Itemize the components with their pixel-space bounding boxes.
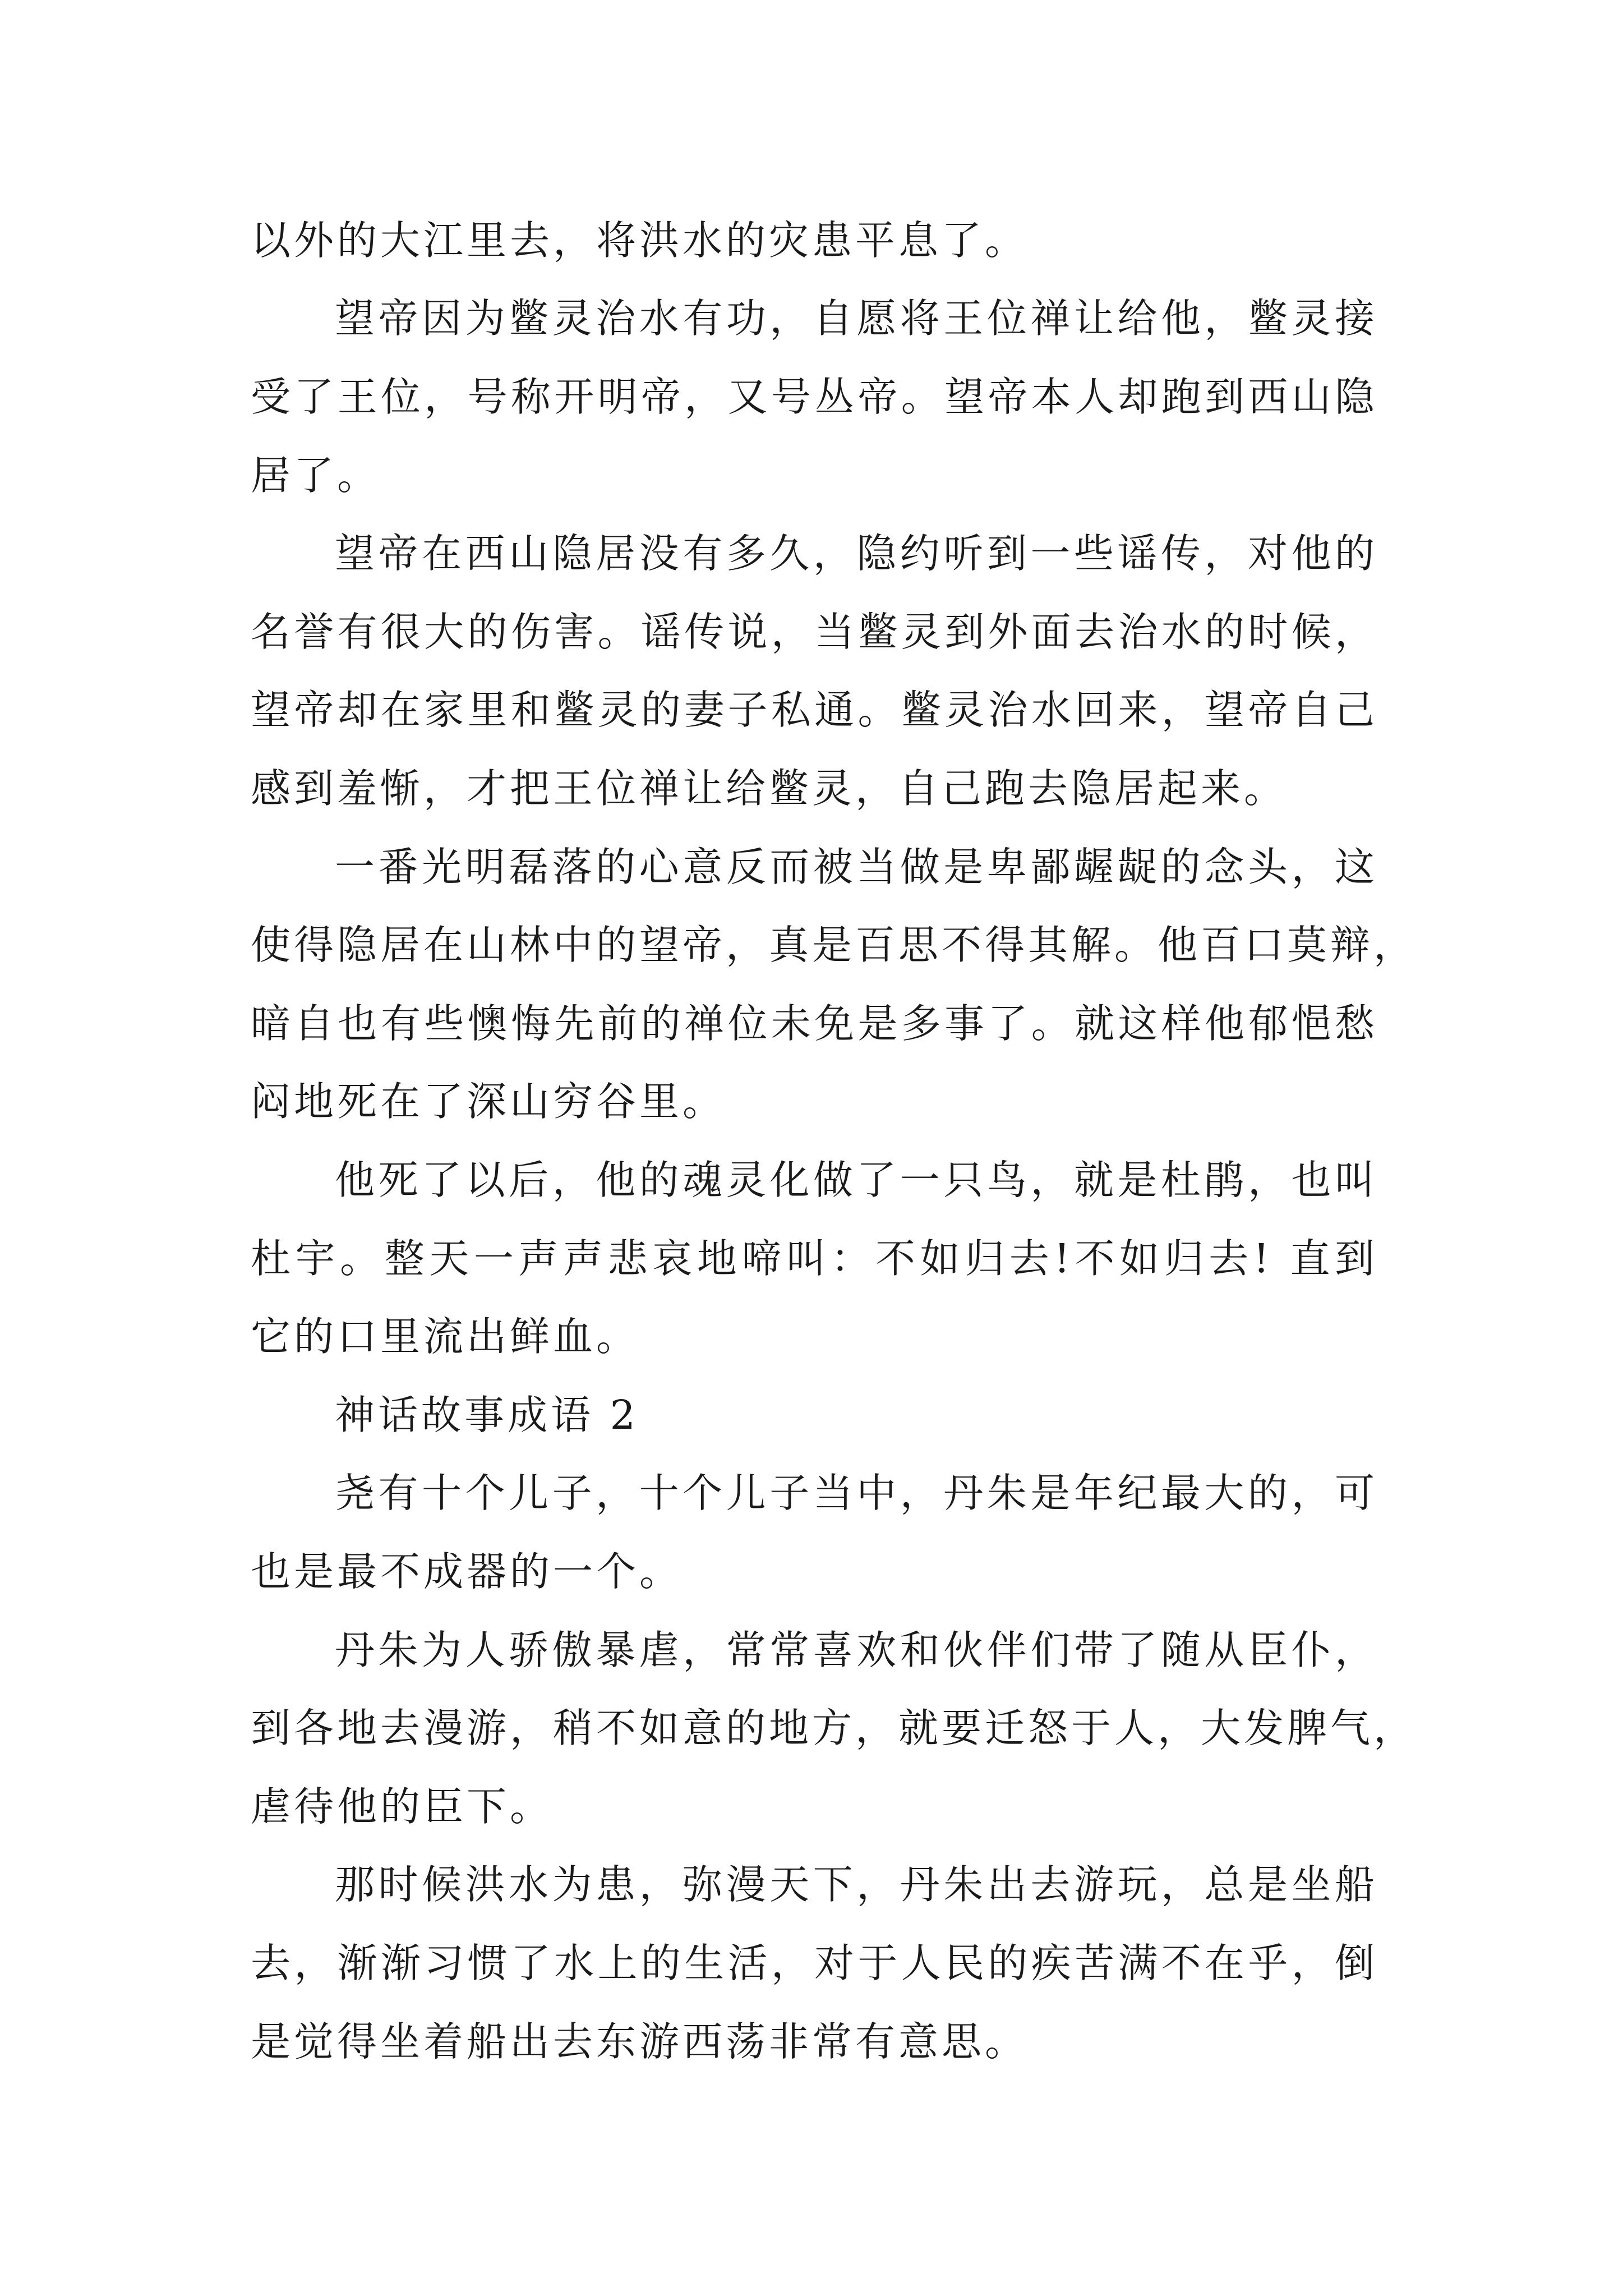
paragraph-first-line: 望帝因为鳖灵治水有功，自愿将王位禅让给他，鳖灵接 — [335, 295, 1378, 342]
paragraph-first-line: 那时候洪水为患，弥漫天下，丹朱出去游玩，总是坐船 — [335, 1861, 1378, 1908]
text-line: 也是最不成器的一个。 — [251, 1548, 683, 1595]
text-line: 名誉有很大的伤害。谣传说，当鳖灵到外面去治水的时候， — [251, 609, 1378, 655]
paragraph-first-line: 一番光明磊落的心意反而被当做是卑鄙龌龊的念头，这 — [335, 844, 1378, 890]
paragraph-first-line: 望帝在西山隐居没有多久，隐约听到一些谣传，对他的 — [335, 530, 1378, 577]
paragraph-first-line: 丹朱为人骄傲暴虐，常常喜欢和伙伴们带了随从臣仆， — [335, 1627, 1378, 1673]
text-line: 去，渐渐习惯了水上的生活，对于人民的疾苦满不在乎，倒 — [251, 1940, 1378, 1986]
paragraph-first-line: 尧有十个儿子，十个儿子当中，丹朱是年纪最大的，可 — [335, 1470, 1378, 1516]
text-line: 杜宇。整天一声声悲哀地啼叫：不如归去!不如归去! 直到 — [251, 1235, 1378, 1282]
text-line: 它的口里流出鲜血。 — [251, 1313, 640, 1360]
text-line: 虐待他的臣下。 — [251, 1783, 554, 1830]
text-line: 暗自也有些懊悔先前的禅位未免是多事了。就这样他郁悒愁 — [251, 1000, 1378, 1047]
text-line: 闷地死在了深山穷谷里。 — [251, 1078, 726, 1125]
text-line: 是觉得坐着船出去东游西荡非常有意思。 — [251, 2018, 1029, 2065]
text-line: 以外的大江里去，将洪水的灾患平息了。 — [251, 217, 1029, 264]
text-line: 使得隐居在山林中的望帝，真是百思不得其解。他百口莫辩， — [251, 922, 1417, 968]
section-heading: 神话故事成语 2 — [335, 1392, 639, 1438]
text-line: 受了王位，号称开明帝，又号丛帝。望帝本人却跑到西山隐 — [251, 374, 1378, 420]
text-line: 望帝却在家里和鳖灵的妻子私通。鳖灵治水回来，望帝自己 — [251, 687, 1378, 733]
text-line: 到各地去漫游，稍不如意的地方，就要迁怒于人，大发脾气， — [251, 1705, 1417, 1751]
paragraph-first-line: 他死了以后，他的魂灵化做了一只鸟，就是杜鹃，也叫 — [335, 1157, 1378, 1203]
text-line: 感到羞惭，才把王位禅让给鳖灵，自己跑去隐居起来。 — [251, 765, 1288, 812]
text-line: 居了。 — [251, 452, 381, 499]
